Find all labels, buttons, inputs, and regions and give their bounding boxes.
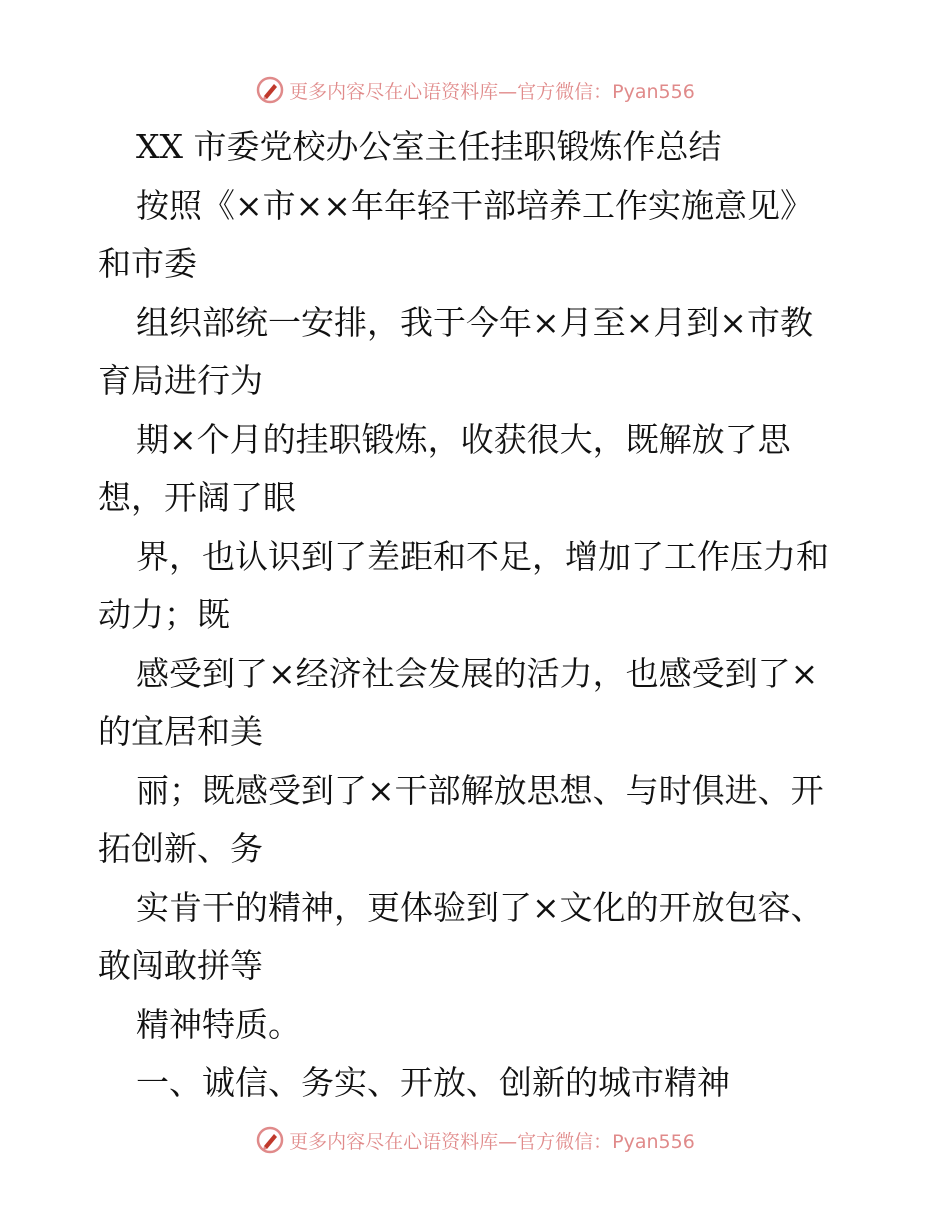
- text-line: 的宜居和美: [98, 712, 263, 751]
- text-line: 实肯干的精神，更体验到了×文化的开放包容、: [136, 887, 824, 927]
- document-body: [98, 118, 858, 1113]
- pen-logo-icon: [255, 75, 285, 105]
- watermark-text: 更多内容尽在心语资料库—官方微信：Pyan556: [289, 80, 695, 103]
- text-line: 丽；既感受到了×干部解放思想、与时俱进、开: [136, 770, 824, 810]
- text-line: 一、诚信、务实、开放、创新的城市精神: [136, 1063, 730, 1102]
- text-line: 和市委: [98, 244, 197, 283]
- text-line: 想，开阔了眼: [98, 478, 296, 517]
- text-line: 期×个月的挂职锻炼，收获很大，既解放了思: [136, 419, 791, 459]
- text-line: 拓创新、务: [98, 829, 263, 868]
- pen-logo-icon: [255, 1125, 285, 1155]
- text-line: 按照《×市××年年轻干部培养工作实施意见》: [136, 185, 813, 225]
- text-line: XX 市委党校办公室主任挂职锻炼作总结: [136, 127, 722, 166]
- text-line: 育局进行为: [98, 361, 263, 400]
- text-line: 界，也认识到了差距和不足，增加了工作压力和: [136, 536, 829, 576]
- text-line: 组织部统一安排，我于今年×月至×月到×市教: [136, 302, 813, 342]
- text-line: 敢闯敢拼等: [98, 946, 263, 985]
- watermark-header: [0, 72, 950, 108]
- watermark-text: 更多内容尽在心语资料库—官方微信：Pyan556: [289, 1130, 695, 1153]
- watermark-footer: [0, 1122, 950, 1158]
- text-line: 精神特质。: [136, 1004, 301, 1044]
- text-line: 动力；既: [98, 595, 230, 634]
- text-line: 感受到了×经济社会发展的活力，也感受到了×: [136, 653, 819, 693]
